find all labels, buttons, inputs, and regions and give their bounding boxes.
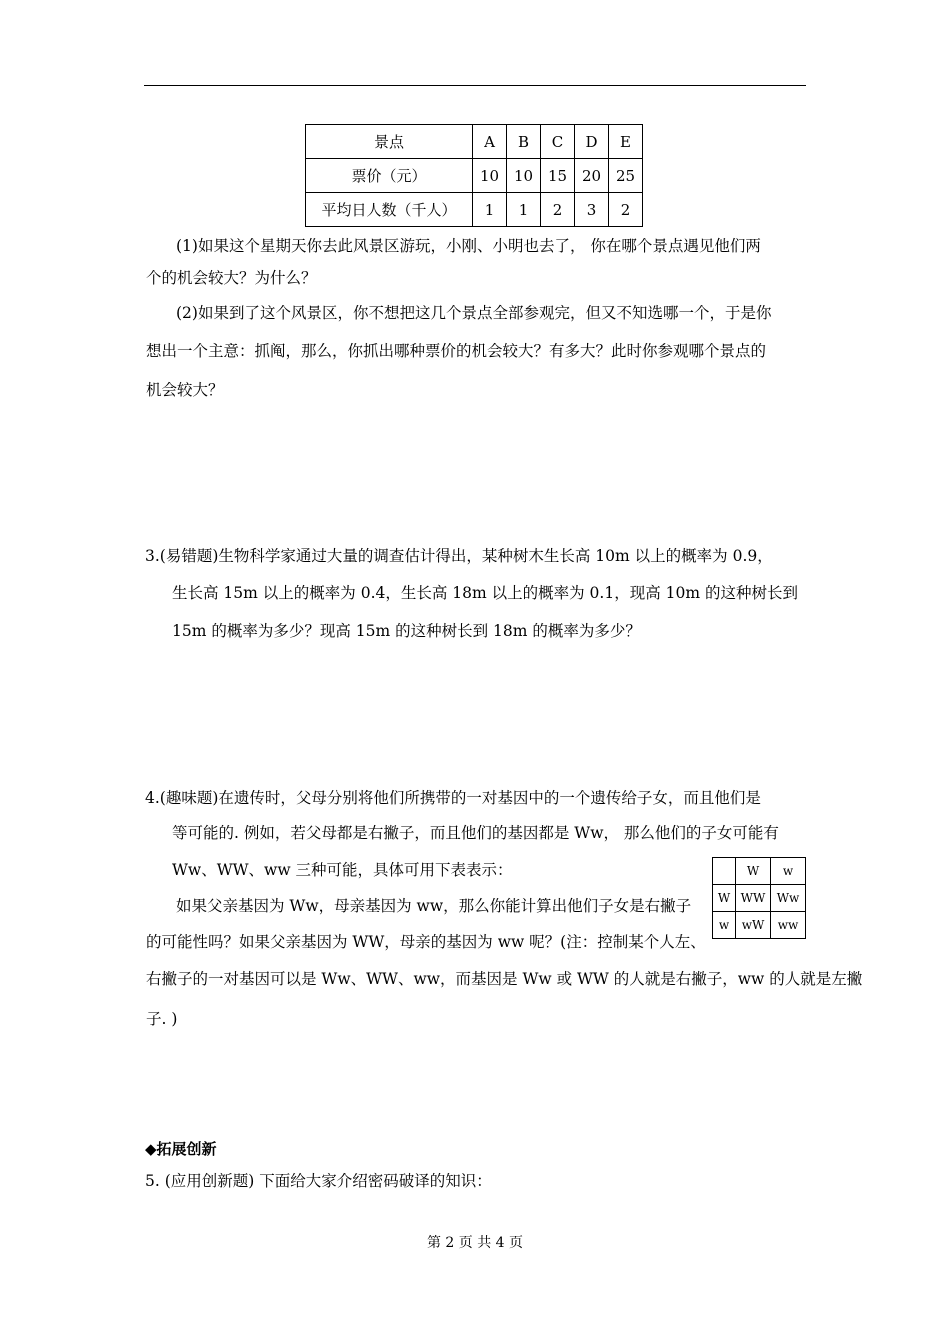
table-header-cell: [713, 858, 736, 885]
q2-part1-line2: 个的机会较大？为什么？: [146, 269, 317, 287]
table-cell: 15: [541, 159, 575, 193]
q4-line6: 右撇子的一对基因可以是 Ww、WW、ww，而基因是 Ww 或 WW 的人就是右撇子，ww 的人就是左撇: [146, 970, 863, 988]
table-cell: 10: [507, 159, 541, 193]
q2-part2-line1: (2)如果到了这个风景区，你不想把这几个景点全部参观完，但又不知选哪一个，于是你: [176, 304, 772, 322]
q4-line3: Ww、WW、ww 三种可能，具体可用下表表示：: [172, 861, 513, 879]
table-header-cell: E: [609, 125, 643, 159]
table-row: [713, 912, 806, 939]
table-row: [713, 885, 806, 912]
table-cell: 1: [473, 193, 507, 227]
q4-line7: 子. ): [146, 1010, 178, 1028]
q3-line1: 3.(易错题)生物科学家通过大量的调查估计得出，某种树木生长高 10m 以上的概率为 0.9，: [145, 547, 773, 565]
table-header-cell: D: [575, 125, 609, 159]
table-header-cell: w: [771, 858, 806, 885]
q2-part2-line2: 想出一个主意：抓阄，那么，你抓出哪种票价的机会较大？有多大？此时你参观哪个景点的: [146, 342, 767, 360]
row-label: w: [713, 912, 736, 939]
table-cell: 20: [575, 159, 609, 193]
table-header-cell: B: [507, 125, 541, 159]
table-header-cell: C: [541, 125, 575, 159]
table-header-cell: W: [736, 858, 771, 885]
section-title: ◆拓展创新: [145, 1140, 217, 1158]
q4-line2: 等可能的. 例如，若父母都是右撇子，而且他们的基因都是 Ww， 那么他们的子女可能有: [172, 824, 779, 842]
q3-line2: 生长高 15m 以上的概率为 0.4，生长高 18m 以上的概率为 0.1，现高 10m 的这种树长到: [172, 584, 798, 602]
row-label: 票价（元）: [306, 159, 473, 193]
table-header-cell: 景点: [306, 125, 473, 159]
table-cell: 3: [575, 193, 609, 227]
table-cell: 2: [609, 193, 643, 227]
table-cell: 10: [473, 159, 507, 193]
table-cell: 2: [541, 193, 575, 227]
row-label: W: [713, 885, 736, 912]
table-cell: 25: [609, 159, 643, 193]
table-cell: wW: [736, 912, 771, 939]
table-header-cell: A: [473, 125, 507, 159]
q4-line5: 的可能性吗？如果父亲基因为 WW，母亲的基因为 ww 呢？(注：控制某个人左、: [146, 933, 706, 951]
page-footer: 第 2 页 共 4 页: [426, 1235, 524, 1251]
q3-line3: 15m 的概率为多少？现高 15m 的这种树长到 18m 的概率为多少？: [172, 622, 641, 640]
q4-line1: 4.(趣味题)在遗传时，父母分别将他们所携带的一对基因中的一个遗传给子女，而且他们是: [145, 789, 761, 807]
table-row: [306, 193, 643, 227]
row-label: 平均日人数（千人）: [306, 193, 473, 227]
q4-line4: 如果父亲基因为 Ww，母亲基因为 ww，那么你能计算出他们子女是右撇子: [176, 897, 692, 915]
table-cell: Ww: [771, 885, 806, 912]
header-rule: [144, 85, 806, 86]
table-row: [306, 159, 643, 193]
q2-part1-line1: (1)如果这个星期天你去此风景区游玩，小刚、小明也去了， 你在哪个景点遇见他们两: [176, 237, 761, 255]
scenic-spots-table: [305, 124, 643, 227]
table-row: [306, 125, 643, 159]
table-row: [713, 858, 806, 885]
q2-part2-line3: 机会较大？: [146, 381, 224, 399]
table-cell: ww: [771, 912, 806, 939]
gene-table: [712, 857, 806, 939]
q5-line1: 5. (应用创新题) 下面给大家介绍密码破译的知识：: [145, 1172, 492, 1190]
table-cell: WW: [736, 885, 771, 912]
table-cell: 1: [507, 193, 541, 227]
